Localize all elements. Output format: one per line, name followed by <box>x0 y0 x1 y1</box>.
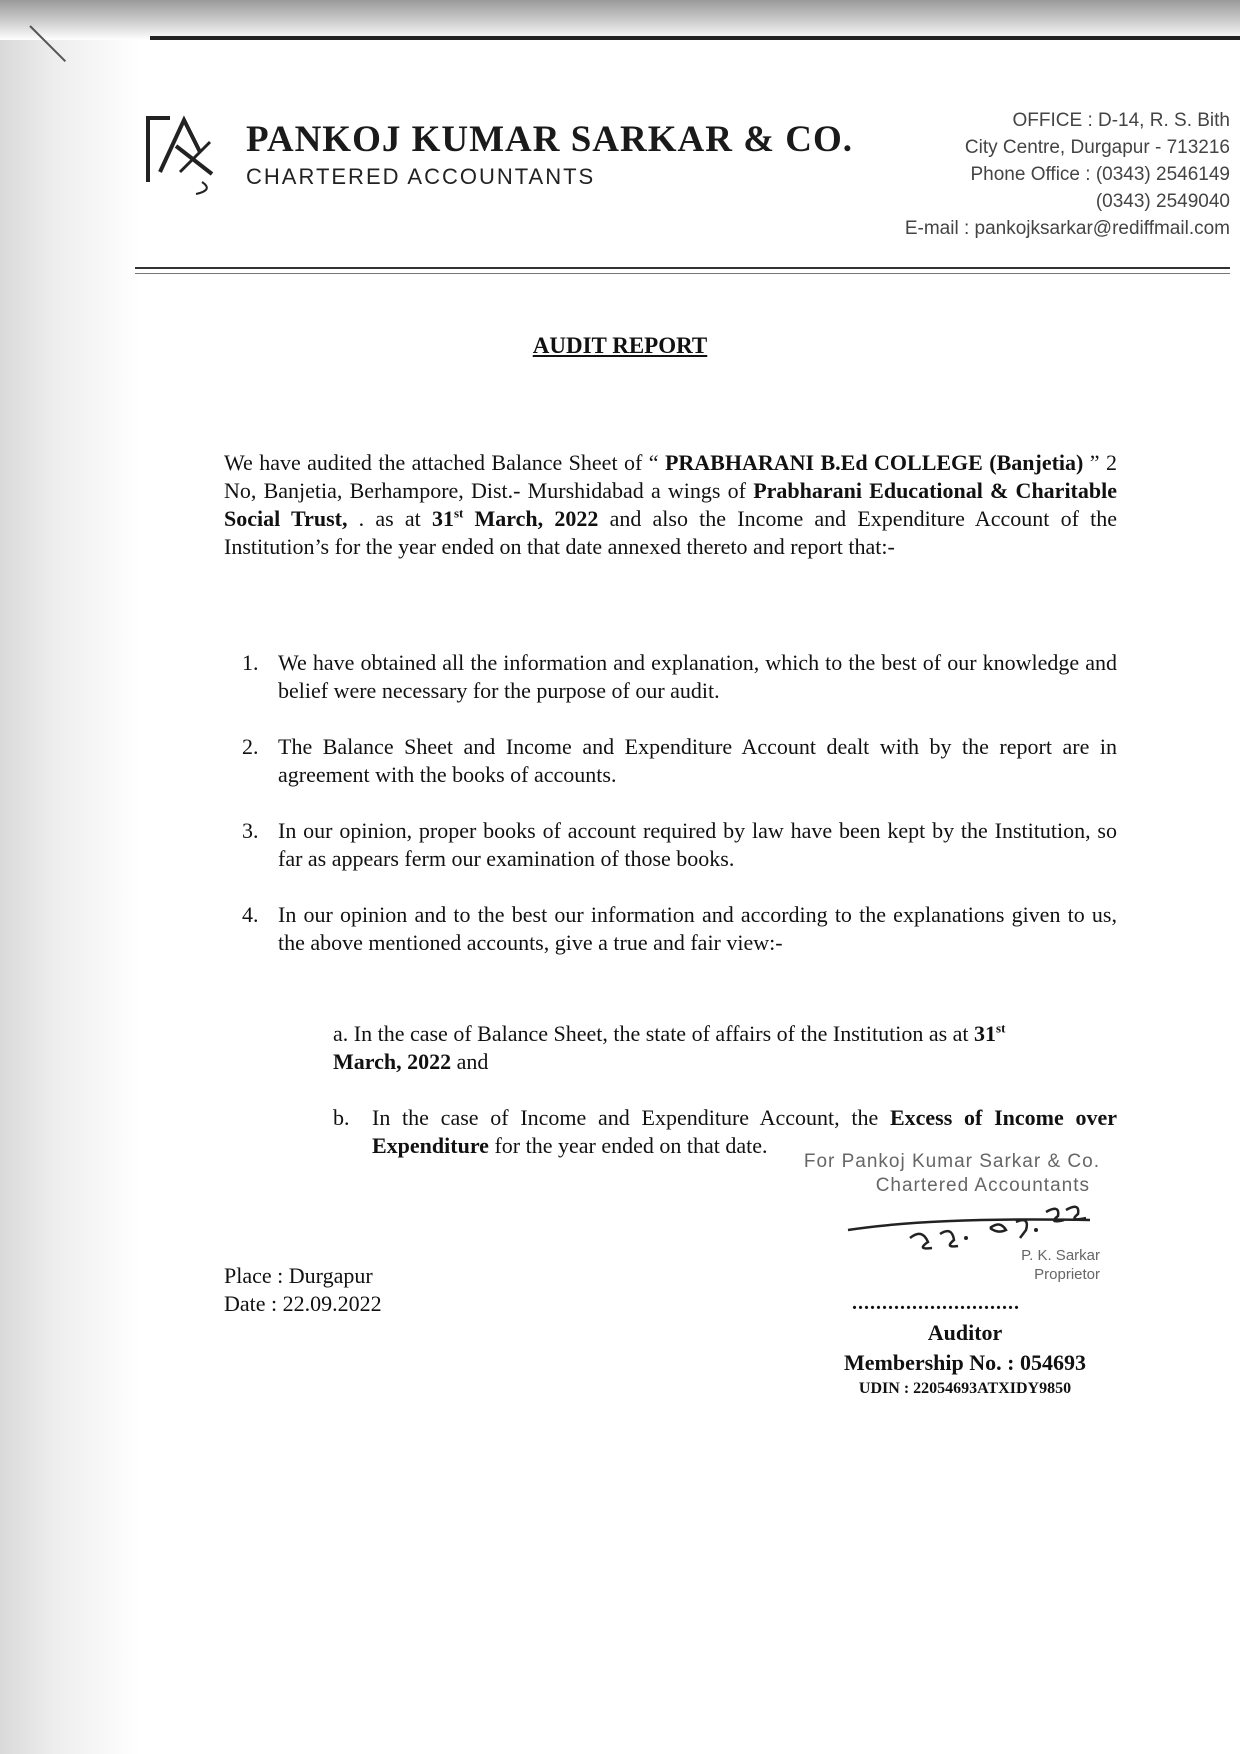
top-rule <box>150 36 1240 40</box>
list-item <box>224 817 1117 873</box>
college-name: PRABHARANI B.Ed COLLEGE (Banjetia) <box>664 450 1084 475</box>
sub-item-a <box>333 1020 1117 1076</box>
office-city-line: City Centre, Durgapur - 713216 <box>964 137 1230 158</box>
sub-item-emphasis: Excess of Income over Expenditure <box>372 1105 1117 1158</box>
sub-item-letter: b. <box>333 1105 350 1130</box>
firm-logo-icon <box>140 112 220 196</box>
office-phone-line-2: (0343) 2549040 <box>1095 191 1230 212</box>
signatory-block <box>980 1246 1100 1284</box>
scan-shadow-left <box>0 0 140 1754</box>
sub-item-text: In the case of Income and Expenditure Account, the <box>372 1105 890 1130</box>
signature-dotted-line: ............................ <box>852 1292 1020 1314</box>
item-number: 4. <box>242 902 259 927</box>
office-phone-line: Phone Office : (0343) 2546149 <box>970 164 1230 185</box>
date-line: Date : 22.09.2022 <box>224 1291 382 1316</box>
sub-item-date-suffix: st <box>996 1020 1006 1036</box>
report-title: AUDIT REPORT <box>532 333 708 358</box>
stamp-for-line: For Pankoj Kumar Sarkar & Co. <box>803 1151 1100 1172</box>
stamp-ca-line: Chartered Accountants <box>875 1175 1090 1196</box>
auditor-label: Auditor <box>927 1320 1003 1345</box>
udin-number: UDIN : 22054693ATXIDY9850 <box>858 1380 1072 1397</box>
intro-text-1: We have audited the attached Balance Sheet of “ <box>224 450 665 475</box>
intro-text-3: . as at <box>347 506 432 531</box>
office-email-line: E-mail : pankojksarkar@rediffmail.com <box>904 218 1230 239</box>
sub-item-date-day: 31 <box>974 1021 997 1046</box>
signatory-name: P. K. Sarkar <box>1021 1247 1100 1264</box>
scan-shadow-top <box>0 0 1240 40</box>
balance-date-rest: March, 2022 <box>463 506 599 531</box>
balance-date-day: 31 <box>431 506 454 531</box>
item-text: The Balance Sheet and Income and Expenditure Account dealt with by the report are in agreement with the books of accounts. <box>278 734 1117 787</box>
intro-paragraph <box>224 449 1117 561</box>
item-text: In our opinion and to the best our information and according to the explanations given to us, the above mentioned accounts, give a true and fair view:- <box>278 902 1117 955</box>
office-address-line: OFFICE : D-14, R. S. Bith <box>1012 110 1230 131</box>
list-item <box>224 901 1117 957</box>
item-number: 2. <box>242 734 259 759</box>
firm-stamp <box>770 1150 1100 1198</box>
trust-name: Prabharani Educational & Charitable Social Trust, <box>224 478 1118 531</box>
header-divider <box>135 267 1230 269</box>
item-text: In our opinion, proper books of account required by law have been kept by the Institution, so far as appears ferm our examination of those books. <box>278 818 1117 871</box>
membership-number: Membership No. : 054693 <box>844 1350 1086 1375</box>
item-number: 1. <box>242 650 259 675</box>
header-divider-thin <box>135 273 1230 274</box>
office-contact <box>905 107 1230 242</box>
sub-item-date-rest: March, 2022 <box>333 1049 452 1074</box>
intro-text-2: ” 2 No, Banjetia, Berhampore, Dist.- Murshidabad a wings of <box>224 450 1117 503</box>
list-item <box>224 733 1117 789</box>
findings-list <box>224 649 1117 985</box>
signatory-role: Proprietor <box>1034 1266 1100 1283</box>
firm-subtitle: CHARTERED ACCOUNTANTS <box>246 164 596 189</box>
balance-date <box>432 506 598 531</box>
balance-date-suffix: st <box>453 505 464 521</box>
sub-item-text: In the case of Balance Sheet, the state of affairs of the Institution as at <box>348 1021 975 1046</box>
auditor-block <box>830 1318 1100 1400</box>
place-line: Place : Durgapur <box>224 1263 373 1288</box>
sub-item-tail: and <box>451 1049 489 1074</box>
sub-item-letter: a. <box>333 1021 349 1046</box>
item-text: We have obtained all the information and explanation, which to the best of our knowledge and belief were necessary for the purpose of our audit. <box>278 650 1117 703</box>
list-item <box>224 649 1117 705</box>
sub-item-tail: for the year ended on that date. <box>488 1133 768 1158</box>
firm-name: PANKOJ KUMAR SARKAR & CO. <box>246 119 854 160</box>
intro-text-4: and also the Income and Expenditure Account of the Institution’s for the year ended on that date annexed thereto and report that:- <box>224 506 1117 559</box>
item-number: 3. <box>242 818 259 843</box>
place-date-block <box>224 1262 382 1318</box>
